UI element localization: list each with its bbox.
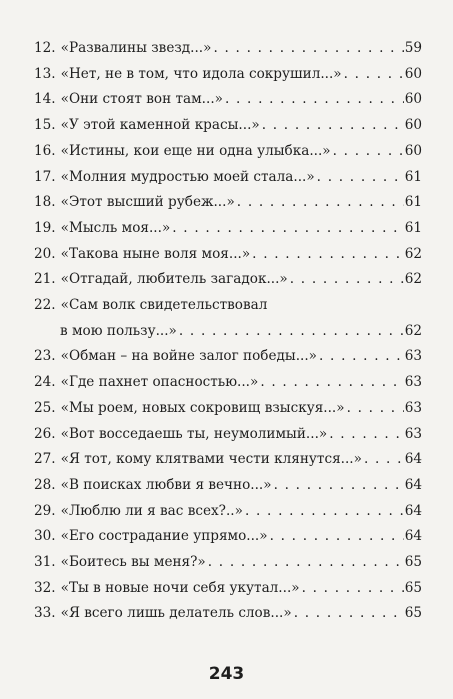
- entry-page-number: 59: [404, 40, 422, 56]
- entry-page-number: 62: [404, 271, 422, 288]
- entry-page-number: 61: [404, 168, 422, 185]
- dot-leader: [170, 216, 403, 242]
- toc-entry: [34, 576, 422, 602]
- dot-leader: [300, 576, 404, 602]
- toc-entry: [34, 62, 422, 88]
- entry-title: «Развалины звезд...»: [60, 40, 212, 56]
- dot-leader: [243, 499, 404, 525]
- toc-entry: [34, 447, 422, 473]
- entry-title: «Обман – на войне залог победы...»: [60, 348, 317, 365]
- entry-title: «Ты в новые ночи себя укутал...»: [60, 579, 300, 596]
- entry-page-number: 64: [404, 502, 422, 519]
- toc-entry: [34, 242, 422, 268]
- dot-leader: [223, 87, 404, 113]
- toc-entry: [34, 550, 422, 576]
- entry-number: 18.: [34, 194, 56, 211]
- dot-leader: [272, 473, 404, 499]
- toc-entry: [34, 344, 422, 370]
- toc-entry: [34, 190, 422, 216]
- entry-number: 24.: [34, 374, 56, 391]
- toc-entry: [34, 473, 422, 499]
- entry-page-number: 60: [404, 142, 422, 159]
- entry-number: 31.: [34, 554, 56, 571]
- entry-number: 14.: [34, 91, 56, 108]
- entry-title: «Я всего лишь делатель слов...»: [60, 605, 292, 622]
- entry-page-number: 65: [404, 579, 422, 596]
- toc-entry: [34, 601, 422, 627]
- entry-title: «Люблю ли я вас всех?..»: [60, 502, 243, 519]
- entry-number: 30.: [34, 528, 56, 545]
- entry-title: «Нет, не в том, что идола сокрушил...»: [60, 65, 342, 82]
- entry-page-number: 60: [404, 65, 422, 82]
- entry-title: «Боитесь вы меня?»: [60, 554, 206, 571]
- dot-leader: [342, 62, 404, 88]
- toc-entry: [34, 370, 422, 396]
- entry-title: «Такова ныне воля моя...»: [60, 245, 251, 262]
- entry-title: «Этот высший рубеж...»: [60, 194, 235, 211]
- entry-number: 32.: [34, 579, 56, 596]
- dot-leader: [345, 396, 404, 422]
- dot-leader: [268, 524, 404, 550]
- dot-leader: [260, 113, 404, 139]
- entry-number: 16.: [34, 142, 56, 159]
- entry-number: 22.: [34, 297, 56, 314]
- entry-title: «Истины, кои еще ни одна улыбка...»: [60, 142, 331, 159]
- entry-title: «Где пахнет опасностью...»: [60, 374, 259, 391]
- dot-leader: [258, 370, 403, 396]
- dot-leader: [235, 190, 404, 216]
- dot-leader: [327, 422, 403, 448]
- entry-number: 28.: [34, 476, 56, 493]
- entry-page-number: 61: [404, 194, 422, 211]
- entry-page-number: 60: [404, 91, 422, 108]
- entry-page-number: 64: [404, 476, 422, 493]
- entry-page-number: 63: [404, 399, 422, 416]
- entry-title: «Я тот, кому клятвами чести клянутся...»: [60, 451, 362, 468]
- entry-number: 21.: [34, 271, 56, 288]
- toc-entry: [34, 87, 422, 113]
- entry-title: «Молния мудростью моей стала...»: [60, 168, 315, 185]
- entry-number: 19.: [34, 219, 56, 236]
- toc-entry: [34, 396, 422, 422]
- dot-leader: [292, 601, 404, 627]
- entry-title-continuation: в мою пользу...»: [60, 322, 177, 339]
- entry-page-number: 62: [404, 245, 422, 262]
- entry-page-number: 63: [404, 348, 422, 365]
- entry-number: 25.: [34, 399, 56, 416]
- entry-page-number: 62: [404, 322, 422, 339]
- dot-leader: [177, 319, 404, 345]
- toc-entry: [34, 422, 422, 448]
- entry-title: «Сам волк свидетельствовал: [60, 297, 268, 314]
- toc-entry: [34, 499, 422, 525]
- entry-title: «Вот восседаешь ты, неумолимый...»: [60, 425, 328, 442]
- entry-title: «Мы роем, новых сокровищ взыскуя...»: [60, 399, 345, 416]
- dot-leader: [362, 447, 404, 473]
- entry-number: 17.: [34, 168, 56, 185]
- entry-number: 12.: [34, 40, 56, 56]
- page-number: 243: [208, 664, 245, 684]
- entry-number: 23.: [34, 348, 56, 365]
- entry-number: 27.: [34, 451, 56, 468]
- entry-title: «Мысль моя...»: [60, 219, 171, 236]
- entry-page-number: 60: [404, 117, 422, 134]
- entry-title: «У этой каменной красы...»: [60, 117, 260, 134]
- toc-entry: [34, 267, 422, 293]
- entry-page-number: 61: [404, 219, 422, 236]
- dot-leader: [331, 139, 404, 165]
- entry-number: 20.: [34, 245, 56, 262]
- table-of-contents: [34, 36, 422, 627]
- toc-entry: [34, 524, 422, 550]
- toc-entry: [34, 113, 422, 139]
- dot-leader: [206, 550, 404, 576]
- entry-number: 13.: [34, 65, 56, 82]
- entry-number: 29.: [34, 502, 56, 519]
- toc-entry: [34, 165, 422, 191]
- entry-page-number: 65: [404, 605, 422, 622]
- toc-entry: [34, 216, 422, 242]
- toc-entry: [34, 36, 422, 62]
- entry-page-number: 64: [404, 451, 422, 468]
- dot-leader: [317, 344, 404, 370]
- entry-number: 26.: [34, 425, 56, 442]
- toc-entry: [34, 293, 422, 344]
- entry-title: «Они стоят вон там...»: [60, 91, 223, 108]
- dot-leader: [288, 267, 404, 293]
- entry-page-number: 65: [404, 554, 422, 571]
- dot-leader: [211, 36, 403, 62]
- toc-entry: [34, 139, 422, 165]
- entry-title: «В поисках любви я вечно...»: [60, 476, 272, 493]
- entry-page-number: 63: [404, 425, 422, 442]
- entry-page-number: 63: [404, 374, 422, 391]
- entry-number: 15.: [34, 117, 56, 134]
- entry-title: «Отгадай, любитель загадок...»: [60, 271, 288, 288]
- entry-number: 33.: [34, 605, 56, 622]
- dot-leader: [250, 242, 404, 268]
- dot-leader: [315, 165, 404, 191]
- entry-title: «Его сострадание упрямо...»: [60, 528, 268, 545]
- entry-page-number: 64: [404, 528, 422, 545]
